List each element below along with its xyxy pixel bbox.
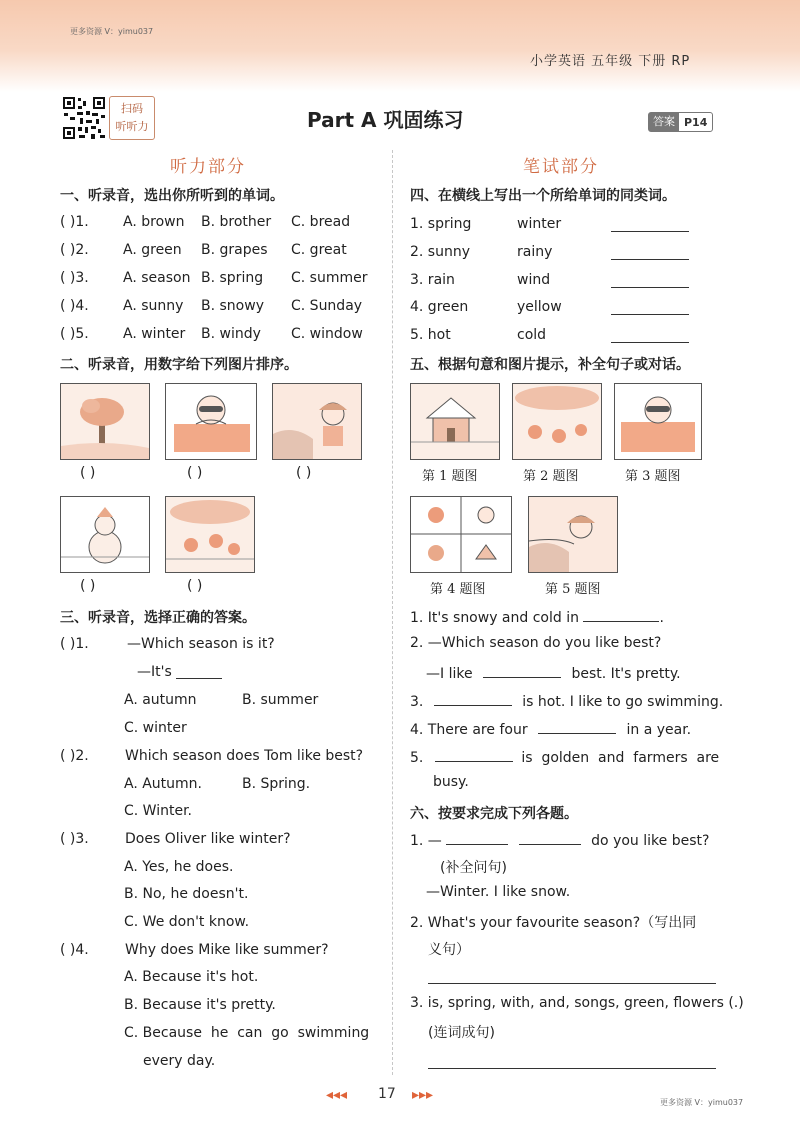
watermark-bottom: 更多资源 V：yimu037 <box>660 1098 744 1107</box>
q6-item-2: 2. What's your favourite season?（写出同 <box>410 915 697 931</box>
q5-sentence-4-end: in a year. <box>626 722 692 738</box>
option-b: B. windy <box>201 326 261 342</box>
q1-item-4 <box>60 298 363 314</box>
q3-item-4-question: Why does Mike like summer? <box>125 942 329 958</box>
q5-heading: 五、根据句意和图片提示，补全句子或对话。 <box>410 357 690 373</box>
q3-item-4-option-a: A. Because it's hot. <box>124 969 259 985</box>
q4-item-4-example: yellow <box>517 299 562 315</box>
q5-sentence-5-num: 5. <box>410 750 424 766</box>
prev-page-arrows[interactable]: ◂◂◂ <box>326 1087 348 1103</box>
picture-four-seasons <box>410 496 512 573</box>
q4-item-1-example: winter <box>517 216 562 232</box>
q3-item-2-num: ( )2. <box>60 748 89 764</box>
q5-sentence-5-cont: busy. <box>433 774 469 790</box>
option-b: B. grapes <box>201 242 268 258</box>
q4-item-3-word: 3. rain <box>410 272 455 288</box>
q6-item-1-reply: —Winter. I like snow. <box>426 884 571 900</box>
caption-3: 第 3 题图 <box>625 469 681 484</box>
q2-paren-4: ( ) <box>80 578 96 594</box>
q5-sentence-3 <box>410 691 723 710</box>
q6-item-3-note: (连词成句) <box>428 1025 495 1041</box>
q5-sentence-2b-text: —I like <box>426 666 473 682</box>
q3-item-1-blank[interactable] <box>176 678 222 679</box>
q2-heading: 二、听录音，用数字给下列图片排序。 <box>60 357 298 373</box>
q6-item-3-answer-line[interactable] <box>428 1068 716 1069</box>
q3-item-3-option-a: A. Yes, he does. <box>124 859 234 875</box>
q5-sentence-2-blank[interactable] <box>483 663 561 678</box>
q5-sentence-2c-text: best. It's pretty. <box>571 666 681 682</box>
q5-sentence-5 <box>410 747 719 766</box>
q5-sentence-2a: 2. —Which season do you like best? <box>410 635 662 651</box>
caption-2: 第 2 题图 <box>523 469 579 484</box>
q3-item-4-option-b: B. Because it's pretty. <box>124 997 276 1013</box>
option-a: A. winter <box>123 326 186 342</box>
q1-item-5 <box>60 326 363 342</box>
picture-swimming <box>165 383 257 460</box>
series-label: 小学英语 五年级 下册 RP <box>530 54 691 69</box>
picture-snowy-house <box>410 383 500 460</box>
page-number: 17 <box>378 1086 396 1102</box>
q2-paren-3: ( ) <box>296 465 312 481</box>
q2-paren-1: ( ) <box>80 465 96 481</box>
q4-item-1-blank[interactable] <box>611 231 689 232</box>
option-c: C. great <box>291 242 347 258</box>
q5-sentence-5-blank[interactable] <box>435 747 513 762</box>
q6-item-1-note: (补全问句) <box>440 860 507 876</box>
q6-item-1-text: do you like best? <box>591 833 710 849</box>
q4-item-4-blank[interactable] <box>611 314 689 315</box>
writing-section-title: 笔试部分 <box>523 157 599 177</box>
answer-label: 答案 <box>649 113 679 131</box>
q3-item-4-num: ( )4. <box>60 942 89 958</box>
q3-item-1-question: —Which season is it? <box>127 636 275 652</box>
q3-item-3-question: Does Oliver like winter? <box>125 831 291 847</box>
q4-item-5-word: 5. hot <box>410 327 451 343</box>
option-a: A. sunny <box>123 298 184 314</box>
column-divider <box>392 150 393 1075</box>
q4-item-5-blank[interactable] <box>611 342 689 343</box>
q6-item-1-blank-2[interactable] <box>519 830 581 845</box>
q5-sentence-3-num: 3. <box>410 694 424 710</box>
item-number: ( )2. <box>60 242 89 258</box>
q3-item-1-num: ( )1. <box>60 636 89 652</box>
option-c: C. bread <box>291 214 351 230</box>
option-b: B. snowy <box>201 298 264 314</box>
q4-item-2-word: 2. sunny <box>410 244 471 260</box>
picture-autumn-tree <box>60 383 150 460</box>
q5-sentence-3-text: is hot. I like to go swimming. <box>522 694 724 710</box>
q5-sentence-1-text: 1. It's snowy and cold in <box>410 610 579 626</box>
next-page-arrows[interactable]: ▸▸▸ <box>412 1087 434 1103</box>
stamp-line1: 扫码 <box>121 102 143 115</box>
q3-item-3-option-b: B. No, he doesn't. <box>124 886 249 902</box>
q1-heading: 一、听录音，选出你所听到的单词。 <box>60 188 284 204</box>
picture-boy-field <box>272 383 362 460</box>
q1-item-3 <box>60 270 368 286</box>
q5-sentence-1-end: . <box>659 610 664 626</box>
q3-item-2-option-a: A. Autumn. <box>124 776 203 792</box>
q5-sentence-2b <box>426 663 681 682</box>
q4-item-1-word: 1. spring <box>410 216 472 232</box>
q2-paren-5: ( ) <box>187 578 203 594</box>
picture-snowman <box>60 496 150 573</box>
q4-item-2-blank[interactable] <box>611 259 689 260</box>
q4-item-3-blank[interactable] <box>611 287 689 288</box>
option-c: C. Sunday <box>291 298 363 314</box>
q4-item-4-word: 4. green <box>410 299 469 315</box>
picture-swimmer <box>614 383 702 460</box>
answer-badge[interactable] <box>648 112 713 132</box>
header-band <box>0 0 800 92</box>
q3-item-1-option-c: C. winter <box>124 720 187 736</box>
q5-sentence-5-text: is golden and farmers are <box>521 750 720 766</box>
option-a: A. brown <box>123 214 185 230</box>
picture-flowers <box>165 496 255 573</box>
option-c: C. window <box>291 326 363 342</box>
picture-autumn-field <box>528 496 618 573</box>
option-a: A. season <box>123 270 191 286</box>
stamp-line2: 听听力 <box>115 120 149 133</box>
q6-item-2-cont: 义句） <box>428 942 470 958</box>
q5-sentence-4-text: 4. There are four <box>410 722 528 738</box>
item-number: ( )1. <box>60 214 89 230</box>
option-b: B. spring <box>201 270 264 286</box>
q3-item-1-reply: —It's <box>137 664 172 680</box>
option-a: A. green <box>123 242 182 258</box>
q4-item-2-example: rainy <box>517 244 553 260</box>
q6-item-2-answer-line[interactable] <box>428 983 716 984</box>
item-number: ( )3. <box>60 270 89 286</box>
caption-1: 第 1 题图 <box>422 469 478 484</box>
q3-item-2-option-b: B. Spring. <box>242 776 311 792</box>
q4-item-3-example: wind <box>517 272 551 288</box>
q6-item-3: 3. is, spring, with, and, songs, green, flowers (.) <box>410 995 744 1011</box>
item-number: ( )5. <box>60 326 89 342</box>
q4-heading: 四、在横线上写出一个所给单词的同类词。 <box>410 188 676 204</box>
watermark-top: 更多资源 V：yimu037 <box>70 27 154 36</box>
option-b: B. brother <box>201 214 272 230</box>
q3-item-3-option-c: C. We don't know. <box>124 914 250 930</box>
q5-sentence-1-blank[interactable] <box>583 607 659 622</box>
q3-item-1-option-a: A. autumn <box>124 692 197 708</box>
page-title: Part A 巩固练习 <box>307 108 464 132</box>
q6-item-1 <box>410 830 709 849</box>
q3-heading: 三、听录音，选择正确的答案。 <box>60 610 256 626</box>
caption-4: 第 4 题图 <box>430 582 486 597</box>
item-number: ( )4. <box>60 298 89 314</box>
q6-heading: 六、按要求完成下列各题。 <box>410 806 578 822</box>
q5-sentence-3-blank[interactable] <box>434 691 512 706</box>
picture-garden-flowers <box>512 383 602 460</box>
q1-item-1 <box>60 214 351 230</box>
q2-paren-2: ( ) <box>187 465 203 481</box>
caption-5: 第 5 题图 <box>545 582 601 597</box>
listening-section-title: 听力部分 <box>170 157 246 177</box>
q3-item-4-option-c: C. Because he can go swimming <box>124 1025 370 1041</box>
q6-item-1-blank-1[interactable] <box>446 830 508 845</box>
q3-item-4-option-c-cont: every day. <box>143 1053 216 1069</box>
q6-item-1-num: 1. — <box>410 833 442 849</box>
q4-item-5-example: cold <box>517 327 547 343</box>
q3-item-2-option-c: C. Winter. <box>124 803 192 819</box>
q5-sentence-1 <box>410 607 664 626</box>
answer-page: P14 <box>684 115 708 129</box>
q3-item-1-option-b: B. summer <box>242 692 319 708</box>
option-c: C. summer <box>291 270 368 286</box>
q1-item-2 <box>60 242 347 258</box>
scan-listen-stamp <box>109 96 155 140</box>
qr-code-icon[interactable] <box>62 96 106 140</box>
q3-item-2-question: Which season does Tom like best? <box>125 748 364 764</box>
q5-sentence-4 <box>410 719 691 738</box>
q3-item-3-num: ( )3. <box>60 831 89 847</box>
q5-sentence-4-blank[interactable] <box>538 719 616 734</box>
